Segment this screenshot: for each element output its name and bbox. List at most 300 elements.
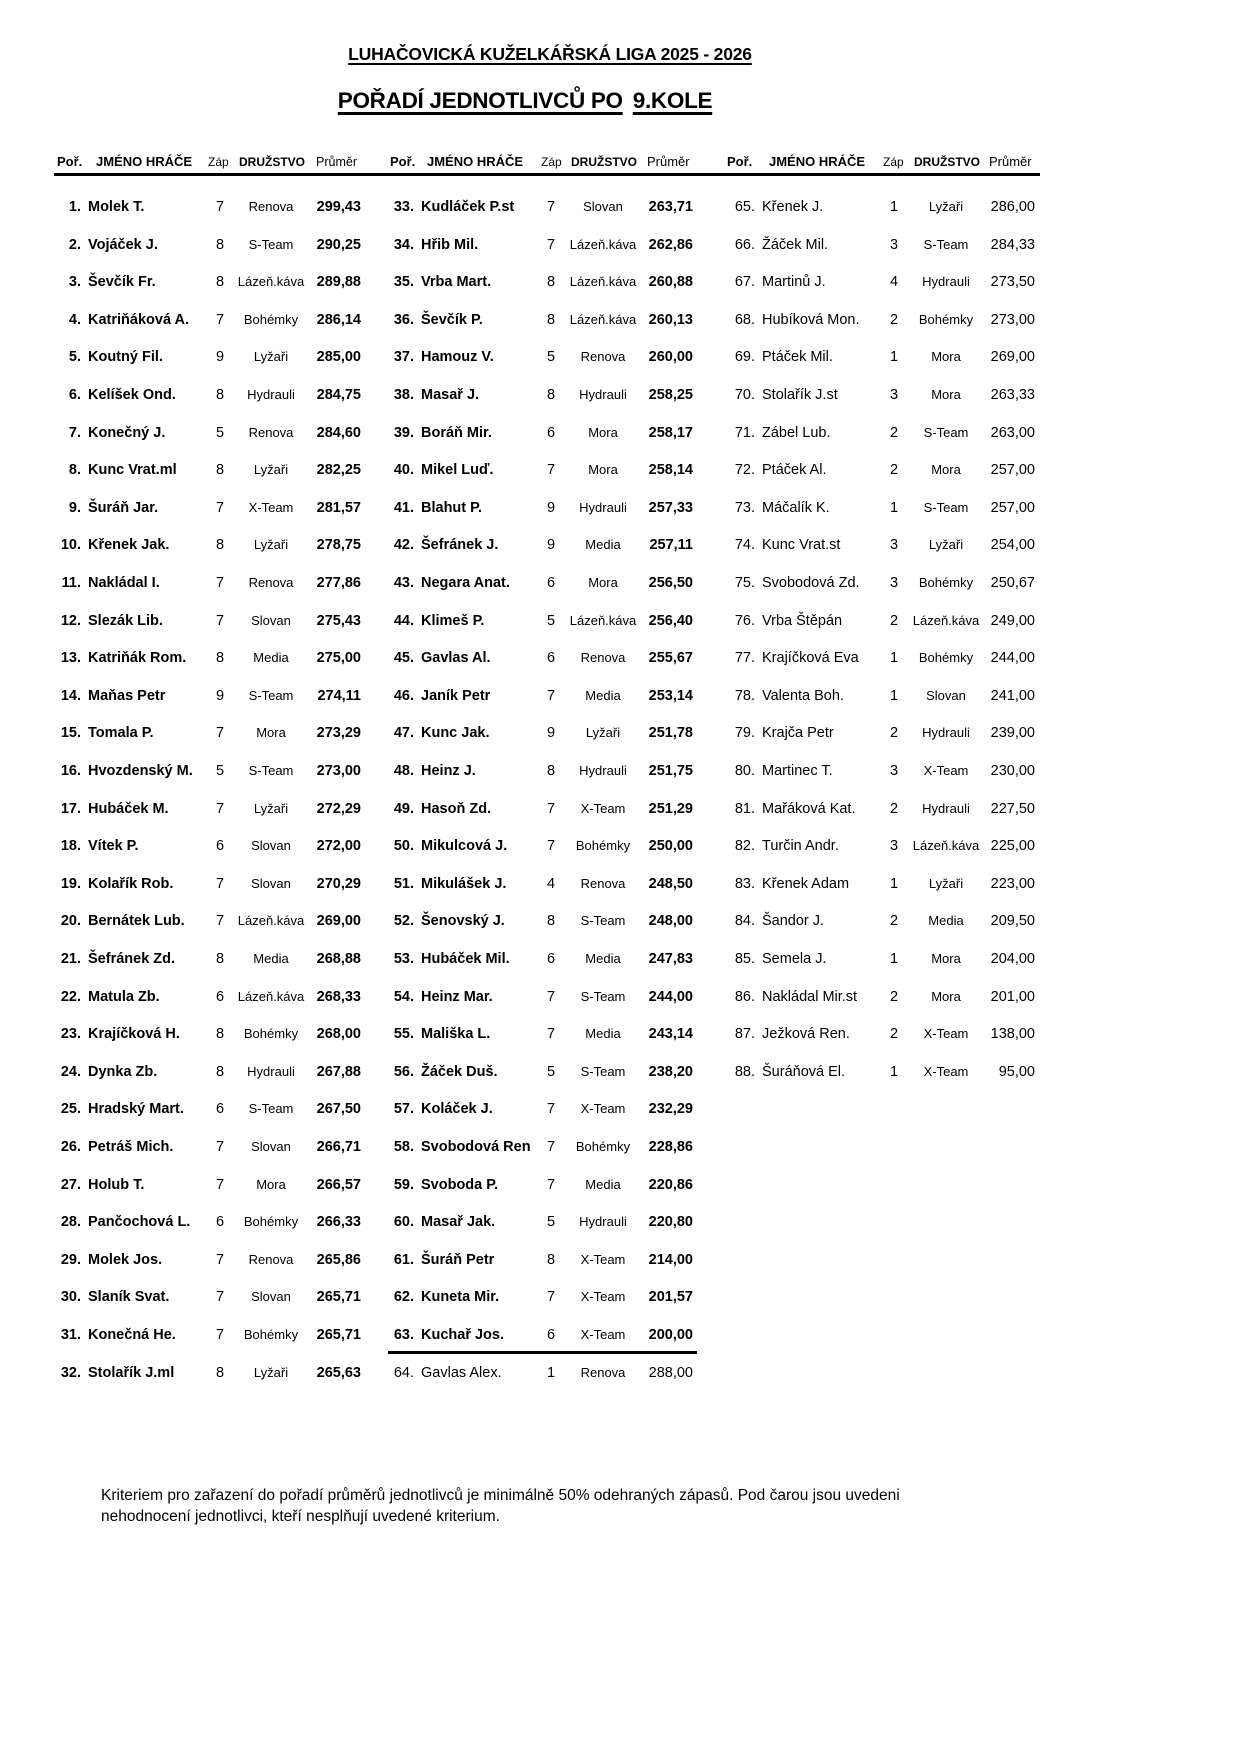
player-rank: 50. [393,838,414,855]
player-games: 9 [215,349,225,366]
player-average: 241,00 [990,687,1035,704]
table-row [0,420,370,446]
table-row [675,495,1045,521]
league-title: LUHAČOVICKÁ KUŽELKÁŘSKÁ LIGA 2025 - 2026 [348,44,752,64]
player-games: 9 [546,725,556,742]
player-games: 8 [215,951,225,967]
player-name: Kudláček P.st [421,199,515,215]
player-average: 257,00 [990,499,1035,516]
table-row [0,1021,370,1047]
table-row [0,608,370,634]
player-average: 286,00 [990,199,1035,215]
player-rank: 85. [734,951,755,967]
player-name: Šuráň Jar. [88,499,159,516]
player-team: Lyžaři [253,800,289,816]
player-name: Kuneta Mir. [421,1289,500,1306]
player-games: 3 [889,575,899,591]
player-team: X-Team [580,800,626,816]
player-name: Katriňáková A. [88,311,189,328]
header-team: DRUŽSTVO [571,155,637,169]
standings-title [0,88,1050,114]
player-games: 7 [215,725,225,742]
table-row [333,382,703,408]
player-team: Lyžaři [253,462,289,478]
player-team: S-Team [923,424,969,440]
player-games: 8 [215,1364,225,1381]
table-row [333,1096,703,1122]
player-average: 269,00 [990,349,1035,366]
player-games: 8 [215,1063,225,1080]
table-row [333,1284,703,1310]
player-rank: 6. [68,387,81,403]
player-games: 7 [546,687,556,704]
player-average: 214,00 [648,1251,693,1268]
player-games: 7 [546,1139,556,1155]
player-rank: 34. [393,236,414,253]
player-rank: 11. [61,575,81,591]
player-name: Kolařík Rob. [88,875,174,892]
table-row [0,871,370,897]
header-average: Průměr [316,155,357,169]
player-average: 248,00 [648,913,693,930]
player-team: Bohémky [575,838,631,854]
player-rank: 21. [60,951,81,967]
player-rank: 19. [60,875,81,892]
player-team: Lyžaři [928,537,964,553]
table-row [333,833,703,859]
table-row [0,946,370,972]
player-rank: 81. [734,800,755,817]
player-rank: 25. [60,1101,81,1118]
player-average: 265,63 [316,1364,361,1381]
player-name: Nakládal I. [88,575,160,591]
player-rank: 70. [734,387,755,403]
player-games: 6 [546,1327,556,1343]
table-row [675,1021,1045,1047]
table-row [0,1209,370,1235]
table-row [0,344,370,370]
player-team: S-Team [248,236,294,252]
player-name: Masař J. [421,387,480,403]
player-team: Lyžaři [585,725,621,741]
player-rank: 14. [60,687,81,704]
player-name: Šandor J. [762,913,825,930]
player-team: Lázeň.káva [237,913,305,929]
player-name: Hvozdenský M. [88,763,193,779]
player-rank: 40. [393,462,414,479]
player-rank: 27. [60,1176,81,1193]
player-average: 251,78 [648,725,693,742]
table-row [0,683,370,709]
player-games: 2 [889,913,899,930]
table-row [675,532,1045,558]
player-games: 8 [215,537,225,554]
player-games: 7 [215,575,225,591]
player-rank: 63. [393,1327,414,1343]
table-row [675,758,1045,784]
player-rank: 69. [734,349,755,366]
player-name: Hubáček Mil. [421,951,510,967]
player-rank: 46. [393,687,414,704]
player-team: X-Team [923,1063,969,1079]
player-name: Molek T. [88,199,145,215]
player-games: 7 [215,1139,225,1155]
player-average: 225,00 [990,838,1035,855]
player-name: Matula Zb. [88,988,160,1005]
player-average: 285,00 [316,349,361,366]
player-average: 138,00 [990,1026,1035,1043]
player-team: Mora [931,349,961,365]
player-games: 8 [215,650,225,667]
player-rank: 55. [393,1026,414,1043]
player-team: Mora [931,988,961,1004]
player-rank: 9. [68,499,81,516]
player-rank: 43. [393,575,414,591]
player-average: 251,29 [648,800,693,817]
player-games: 8 [215,387,225,403]
header-rule [54,173,1040,176]
player-average: 204,00 [990,951,1035,967]
player-team: Bohémky [918,311,974,327]
table-row [675,457,1045,483]
player-rank: 58. [393,1139,414,1155]
player-rank: 8. [68,462,81,479]
table-row [333,645,703,671]
player-name: Svobodová Ren [421,1139,531,1155]
player-games: 7 [215,1176,225,1193]
player-average: 258,14 [648,462,693,479]
player-games: 1 [889,499,899,516]
player-average: 255,67 [648,650,693,667]
player-rank: 88. [734,1063,755,1080]
player-team: Mora [931,387,961,402]
table-row [675,1059,1045,1085]
player-average: 201,00 [990,988,1035,1005]
player-rank: 42. [393,537,414,554]
player-team: X-Team [580,1251,626,1267]
player-rank: 12. [60,612,81,629]
player-name: Masař Jak. [421,1214,496,1231]
player-average: 269,00 [316,913,361,930]
player-average: 272,29 [316,800,361,817]
table-row [333,758,703,784]
player-rank: 35. [393,274,414,291]
player-average: 267,88 [316,1063,361,1080]
player-team: Mora [931,951,961,966]
player-name: Křenek Jak. [88,537,170,554]
player-rank: 60. [393,1214,414,1231]
player-average: 256,40 [648,612,693,629]
player-team: Slovan [251,1139,291,1154]
player-games: 5 [546,349,556,366]
player-name: Slaník Svat. [88,1289,170,1306]
player-rank: 54. [393,988,414,1005]
table-row [333,1172,703,1198]
header-rank: Poř. [57,154,83,169]
player-team: Lázeň.káva [912,838,980,854]
table-row [333,720,703,746]
player-team: Media [253,951,289,966]
player-name: Vrba Mart. [421,274,492,291]
player-team: X-Team [248,499,294,515]
player-games: 2 [889,311,899,328]
player-name: Šenovský J. [421,913,505,930]
player-name: Kunc Vrat.st [762,537,841,554]
table-row [0,833,370,859]
player-rank: 56. [393,1063,414,1080]
player-rank: 62. [393,1289,414,1306]
player-team: S-Team [580,988,626,1004]
player-name: Žáček Duš. [421,1063,498,1080]
player-team: X-Team [580,1101,626,1117]
player-name: Katriňák Rom. [88,650,187,667]
player-rank: 59. [393,1176,414,1193]
player-team: S-Team [923,236,969,252]
table-row [0,307,370,333]
table-row [0,232,370,258]
player-games: 3 [889,838,899,855]
player-name: Mařáková Kat. [762,800,856,817]
player-name: Mikulcová J. [421,838,508,855]
player-games: 8 [546,387,556,403]
player-name: Hradský Mart. [88,1101,184,1118]
player-team: Mora [931,462,961,478]
player-games: 8 [546,274,556,291]
player-team: Lázeň.káva [237,274,305,290]
player-rank: 53. [393,951,414,967]
footnote-line-1: Kriteriem pro zařazení do pořadí průměrů jednotlivců je minimálně 50% odehraných zápasů. Pod čarou jsou uvedeni [101,1487,900,1504]
table-row [333,532,703,558]
table-row [675,645,1045,671]
player-name: Nakládal Mir.st [762,988,858,1005]
player-average: 273,00 [316,763,361,779]
player-average: 277,86 [316,575,361,591]
table-row [0,796,370,822]
player-average: 284,60 [316,424,361,441]
player-team: Media [585,687,621,703]
player-games: 6 [546,575,556,591]
player-name: Křenek J. [762,199,824,215]
player-team: Mora [256,725,286,741]
player-name: Šuráň Petr [421,1251,495,1268]
player-games: 6 [215,1214,225,1231]
player-games: 4 [889,274,899,291]
player-rank: 82. [734,838,755,855]
table-row [0,1322,370,1348]
player-rank: 28. [60,1214,81,1231]
player-games: 2 [889,800,899,817]
table-row [333,457,703,483]
player-average: 258,25 [648,387,693,403]
player-average: 289,88 [316,274,361,291]
player-games: 7 [215,913,225,930]
player-average: 282,25 [316,462,361,479]
player-name: Negara Anat. [421,575,510,591]
player-rank: 67. [734,274,755,291]
header-games: Záp [541,155,562,169]
player-games: 1 [889,687,899,704]
player-games: 1 [889,875,899,892]
player-rank: 66. [734,236,755,253]
table-row [333,608,703,634]
header-games: Záp [883,155,904,169]
player-name: Máčalík K. [762,499,830,516]
player-name: Blahut P. [421,499,482,516]
player-name: Kelíšek Ond. [88,387,176,403]
player-name: Gavlas Alex. [421,1364,502,1381]
player-team: Slovan [926,687,966,703]
player-team: Bohémky [575,1139,631,1154]
player-rank: 23. [60,1026,81,1043]
player-name: Kunc Vrat.ml [88,462,177,479]
player-rank: 87. [734,1026,755,1043]
player-name: Heinz J. [421,763,476,779]
player-rank: 22. [60,988,81,1005]
player-name: Tomala P. [88,725,154,742]
player-rank: 26. [60,1139,81,1155]
player-average: 265,71 [316,1289,361,1306]
player-team: Hydrauli [579,1214,627,1230]
player-name: Vojáček J. [88,236,158,253]
player-team: Renova [248,199,294,214]
player-rank: 24. [60,1063,81,1080]
player-rank: 65. [734,199,755,215]
player-rank: 45. [393,650,414,667]
player-name: Semela J. [762,951,827,967]
player-average: 288,00 [648,1364,693,1381]
table-row [333,232,703,258]
table-row [333,269,703,295]
table-row [675,683,1045,709]
table-row [333,344,703,370]
table-row [675,946,1045,972]
player-average: 262,86 [648,236,693,253]
table-row [0,1172,370,1198]
table-row [0,1284,370,1310]
table-row [675,984,1045,1010]
player-average: 266,33 [316,1214,361,1231]
player-name: Kunc Jak. [421,725,490,742]
player-rank: 4. [68,311,81,328]
player-games: 2 [889,988,899,1005]
player-team: Bohémky [243,311,299,327]
player-games: 7 [546,236,556,253]
player-rank: 33. [393,199,414,215]
table-row [0,194,370,220]
table-row [675,908,1045,934]
player-rank: 41. [393,499,414,516]
player-team: Renova [580,1364,626,1380]
header-team: DRUŽSTVO [914,155,980,169]
player-team: Renova [248,575,294,590]
player-average: 257,33 [648,499,693,516]
table-row [675,382,1045,408]
table-row [675,420,1045,446]
player-games: 2 [889,462,899,479]
table-row [675,796,1045,822]
player-rank: 39. [393,424,414,441]
player-games: 9 [546,537,556,554]
player-team: X-Team [923,1026,969,1042]
player-games: 5 [546,612,556,629]
table-row [675,833,1045,859]
player-average: 247,83 [648,951,693,967]
player-average: 275,43 [316,612,361,629]
player-team: X-Team [580,1289,626,1305]
player-average: 260,88 [648,274,693,291]
player-team: Hydrauli [247,387,295,402]
player-name: Ševčík Fr. [88,274,156,291]
table-row [0,645,370,671]
table-row [333,1209,703,1235]
table-row [675,871,1045,897]
player-games: 7 [546,988,556,1005]
player-rank: 10. [60,537,81,554]
player-average: 290,25 [316,236,361,253]
player-team: Bohémky [918,575,974,590]
table-row [333,570,703,596]
player-average: 286,14 [316,311,361,328]
table-row [333,984,703,1010]
player-average: 250,67 [990,575,1035,591]
player-name: Krajíčková Eva [762,650,859,667]
player-team: Bohémky [243,1327,299,1342]
table-row [0,1134,370,1160]
table-row [675,269,1045,295]
header-rank: Poř. [390,154,416,169]
player-games: 7 [215,1289,225,1306]
player-games: 1 [889,349,899,366]
player-name: Ptáček Al. [762,462,827,479]
player-average: 227,50 [990,800,1035,817]
player-name: Klimeš P. [421,612,485,629]
table-row [0,720,370,746]
table-row [675,344,1045,370]
player-team: Lázeň.káva [912,612,980,628]
table-row [333,1322,703,1348]
player-name: Krajča Petr [762,725,834,742]
player-rank: 61. [393,1251,414,1268]
player-name: Bernátek Lub. [88,913,185,930]
player-games: 7 [546,1289,556,1306]
player-rank: 79. [734,725,755,742]
player-team: Hydrauli [579,763,627,778]
player-average: 200,00 [648,1327,693,1343]
player-team: Slovan [251,875,291,891]
player-games: 7 [215,499,225,516]
player-average: 275,00 [316,650,361,667]
player-team: Bohémky [918,650,974,666]
player-name: Šefránek J. [421,537,499,554]
player-average: 278,75 [316,537,361,554]
footnote [101,1485,1001,1527]
table-row [0,908,370,934]
player-average: 273,00 [990,311,1035,328]
player-name: Ševčík P. [421,311,483,328]
player-games: 2 [889,612,899,629]
player-rank: 15. [60,725,81,742]
player-rank: 75. [734,575,755,591]
player-rank: 29. [60,1251,81,1268]
player-name: Martinec T. [762,763,833,779]
player-rank: 73. [734,499,755,516]
player-team: Media [928,913,964,929]
player-team: S-Team [248,1101,294,1117]
player-games: 3 [889,537,899,554]
table-row [0,457,370,483]
table-row [675,232,1045,258]
player-average: 268,33 [316,988,361,1005]
